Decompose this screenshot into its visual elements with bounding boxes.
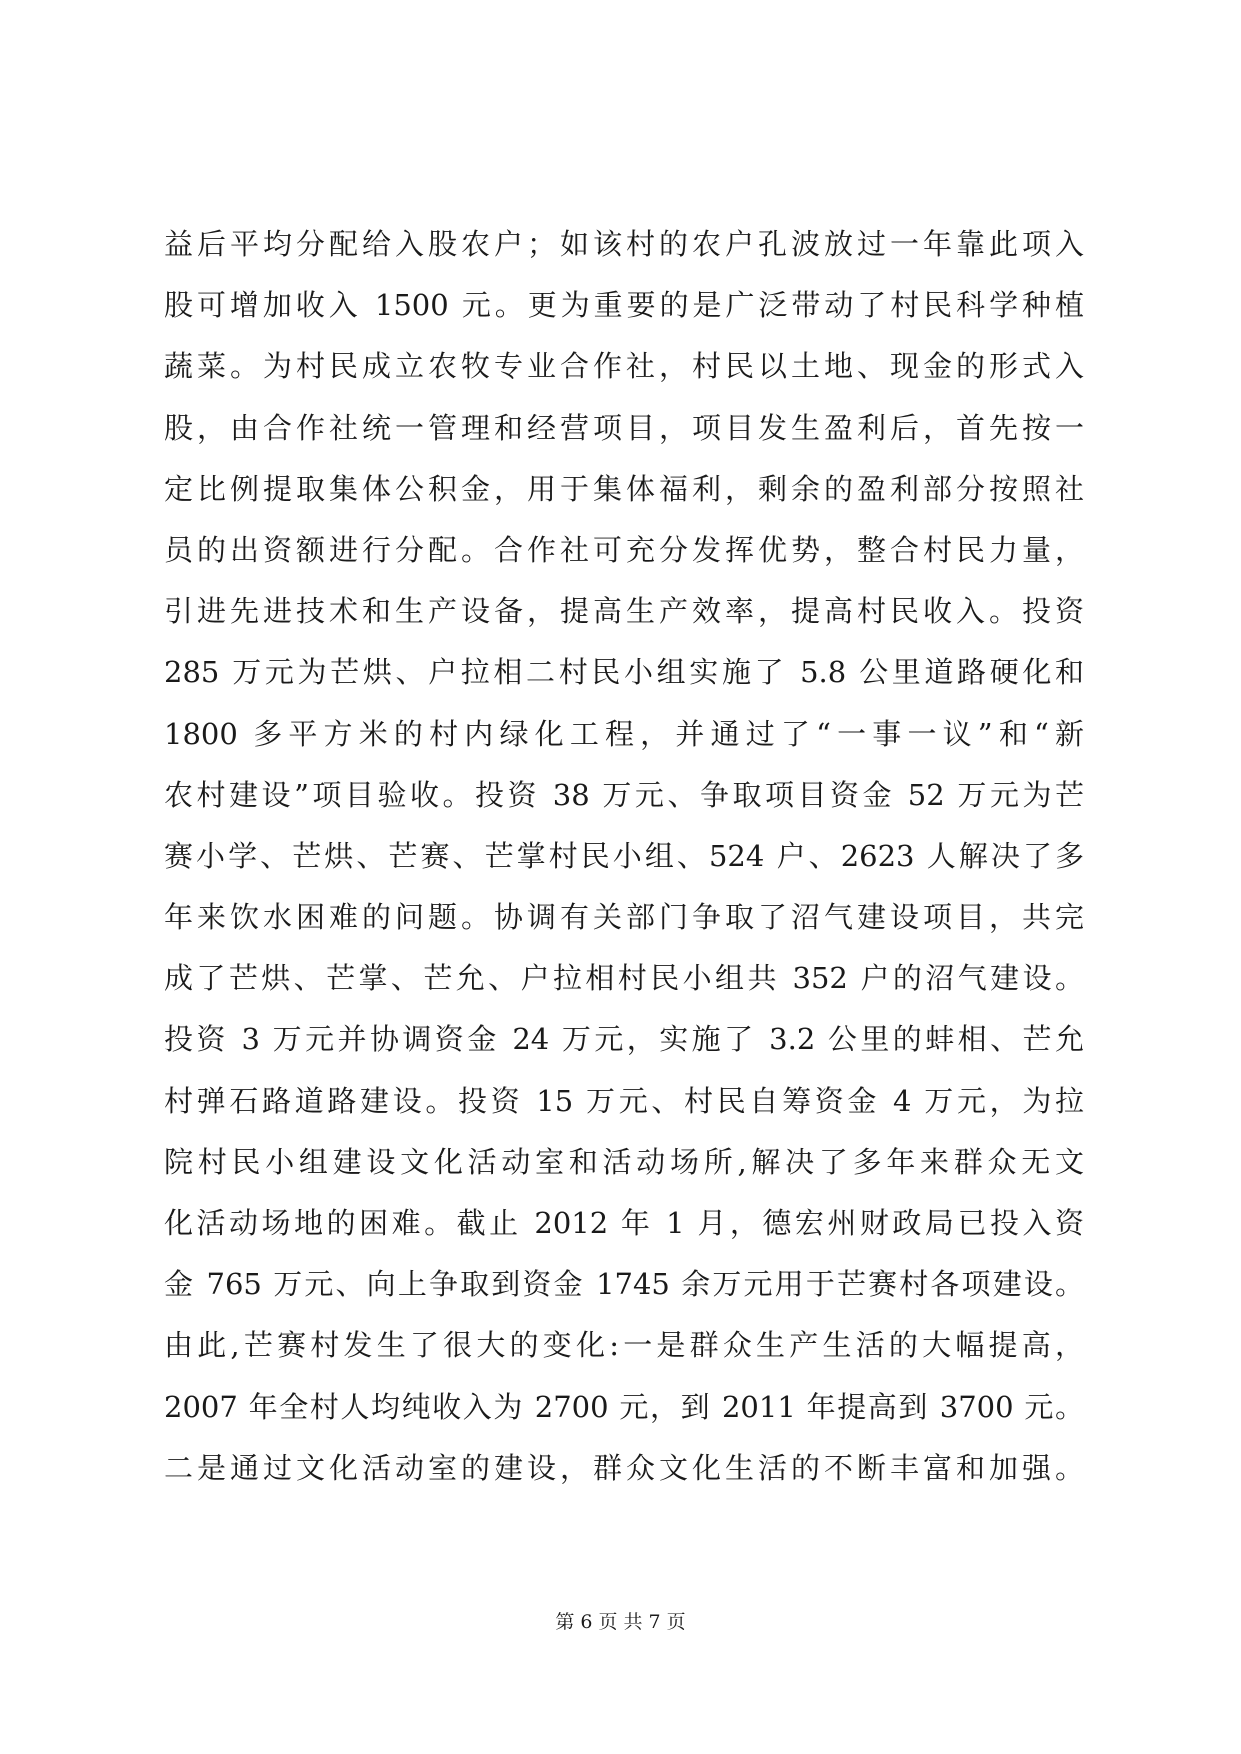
text-line: 二是通过文化活动室的建设，群众文化生活的不断丰富和加强。 xyxy=(164,1450,1084,1485)
text-line: 院村民小组建设文化活动室和活动场所,解决了多年来群众无文 xyxy=(164,1144,1084,1179)
text-line: 农村建设”项目验收。投资 38 万元、争取项目资金 52 万元为芒 xyxy=(164,777,1084,812)
page-number-label: 第 6 页 共 7 页 xyxy=(555,1611,686,1633)
text-line: 年来饮水困难的问题。协调有关部门争取了沼气建设项目，共完 xyxy=(164,900,1084,935)
text-line: 员的出资额进行分配。合作社可充分发挥优势，整合村民力量， xyxy=(164,532,1084,567)
text-line: 股，由合作社统一管理和经营项目，项目发生盈利后，首先按一 xyxy=(164,410,1084,445)
text-line: 1800 多平方米的村内绿化工程，并通过了“一事一议”和“新 xyxy=(164,716,1084,751)
text-line: 2007 年全村人均纯收入为 2700 元，到 2011 年提高到 3700 元。 xyxy=(164,1389,1084,1424)
text-line: 投资 3 万元并协调资金 24 万元，实施了 3.2 公里的蚌相、芒允 xyxy=(164,1022,1084,1057)
text-line: 金 765 万元、向上争取到资金 1745 余万元用于芒赛村各项建设。 xyxy=(164,1267,1084,1302)
page-footer xyxy=(0,1610,1241,1634)
text-line: 益后平均分配给入股农户；如该村的农户孔波放过一年靠此项入 xyxy=(164,227,1084,261)
text-line: 由此,芒赛村发生了很大的变化:一是群众生产生活的大幅提高， xyxy=(164,1328,1084,1363)
text-line: 成了芒烘、芒掌、芒允、户拉相村民小组共 352 户的沼气建设。 xyxy=(164,961,1084,996)
text-line: 村弹石路道路建设。投资 15 万元、村民自筹资金 4 万元，为拉 xyxy=(164,1083,1084,1118)
text-line: 285 万元为芒烘、户拉相二村民小组实施了 5.8 公里道路硬化和 xyxy=(164,655,1084,690)
text-line: 蔬菜。为村民成立农牧专业合作社，村民以土地、现金的形式入 xyxy=(164,349,1084,384)
text-line: 化活动场地的困难。截止 2012 年 1 月，德宏州财政局已投入资 xyxy=(164,1206,1084,1240)
text-line: 引进先进技术和生产设备，提高生产效率，提高村民收入。投资 xyxy=(164,594,1084,629)
body-text xyxy=(164,228,1084,1513)
text-line: 股可增加收入 1500 元。更为重要的是广泛带动了村民科学种植 xyxy=(164,288,1084,323)
text-line: 定比例提取集体公积金，用于集体福利，剩余的盈利部分按照社 xyxy=(164,471,1084,506)
text-line: 赛小学、芒烘、芒赛、芒掌村民小组、524 户、2623 人解决了多 xyxy=(164,838,1084,873)
